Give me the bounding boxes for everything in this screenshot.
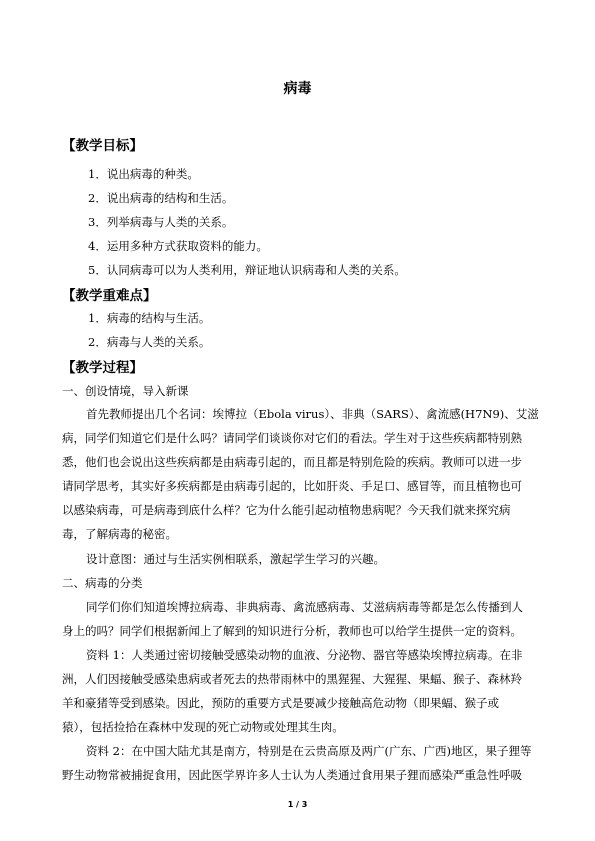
goal-item-2: 2．说出病毒的结构和生活。: [88, 191, 234, 205]
paragraph-line: 以感染病毒，可是病毒到底什么样？它为什么能引起动植物患病呢？今天我们就来探究病: [62, 503, 511, 517]
paragraph-line: 毒，了解病毒的秘密。: [62, 527, 177, 541]
paragraph-line: 洲，人们因接触受感染患病或者死去的热带雨林中的黑猩猩、大猩猩、果蝠、猴子、森林羚: [62, 672, 522, 686]
page-number: 1 / 3: [287, 800, 308, 809]
goal-item-5: 5．认同病毒可以为人类利用，辩证地认识病毒和人类的关系。: [88, 263, 406, 277]
page-title: 病毒: [283, 81, 312, 97]
paragraph-classification: [62, 595, 530, 643]
paragraph-material-1: [62, 643, 530, 739]
paragraph-line: 野生动物常被捕捉食用，因此医学界许多人士认为人类通过食用果子狸而感染严重急性呼吸: [62, 768, 522, 782]
goal-item-4: 4．运用多种方式获取资料的能力。: [88, 239, 268, 253]
paragraph-line: 病，同学们知道它们是什么吗？请同学们谈谈你对它们的看法。学生对于这些疾病都特别熟: [62, 431, 522, 445]
keypoint-item-2: 2．病毒与人类的关系。: [88, 335, 211, 349]
design-intent: 设计意图：通过与生活实例相联系，激起学生学习的兴趣。: [86, 552, 385, 566]
paragraph-intro: [62, 402, 539, 546]
paragraph-line: 羊和豪猪等受到感染。因此，预防的重要方式是要减少接触高危动物（即果蝠、猴子或: [62, 696, 499, 710]
section-2-title: 二、病毒的分类: [62, 576, 143, 590]
paragraph-line: 猿），包括捡拾在森林中发现的死亡动物或处理其生肉。: [62, 720, 344, 734]
goals-heading: 【教学目标】: [62, 138, 143, 154]
goal-item-3: 3．列举病毒与人类的关系。: [88, 215, 234, 229]
paragraph-line: 资料 1：人类通过密切接触受感染动物的血液、分泌物、器官等感染埃博拉病毒。在非: [86, 648, 523, 662]
paragraph-line: 资料 2：在中国大陆尤其是南方，特别是在云贵高原及两广(广东、广西)地区，果子狸等: [86, 744, 532, 758]
paragraph-line: 同学们你们知道埃博拉病毒、非典病毒、禽流感病毒、艾滋病病毒等都是怎么传播到人: [86, 600, 523, 614]
paragraph-line: 请同学思考，其实好多疾病都是由病毒引起的，比如肝炎、手足口、感冒等，而且植物也可: [62, 479, 522, 493]
paragraph-line: 首先教师提出几个名词：埃博拉（Ebola virus）、非典（SARS）、禽流感(H7N9)、艾滋: [86, 407, 539, 421]
section-1-title: 一、创设情境，导入新课: [62, 384, 189, 398]
paragraph-material-2: [62, 739, 530, 787]
goal-item-1: 1．说出病毒的种类。: [88, 167, 199, 181]
keypoint-item-1: 1．病毒的结构与生活。: [88, 311, 211, 325]
keypoints-heading: 【教学重难点】: [62, 288, 157, 304]
paragraph-line: 身上的吗？同学们根据新闻上了解到的知识进行分析，教师也可以给学生提供一定的资料。: [62, 624, 522, 638]
paragraph-line: 悉，他们也会说出这些疾病都是由病毒引起的，而且都是特别危险的疾病。教师可以进一步: [62, 455, 522, 469]
process-heading: 【教学过程】: [62, 360, 143, 376]
